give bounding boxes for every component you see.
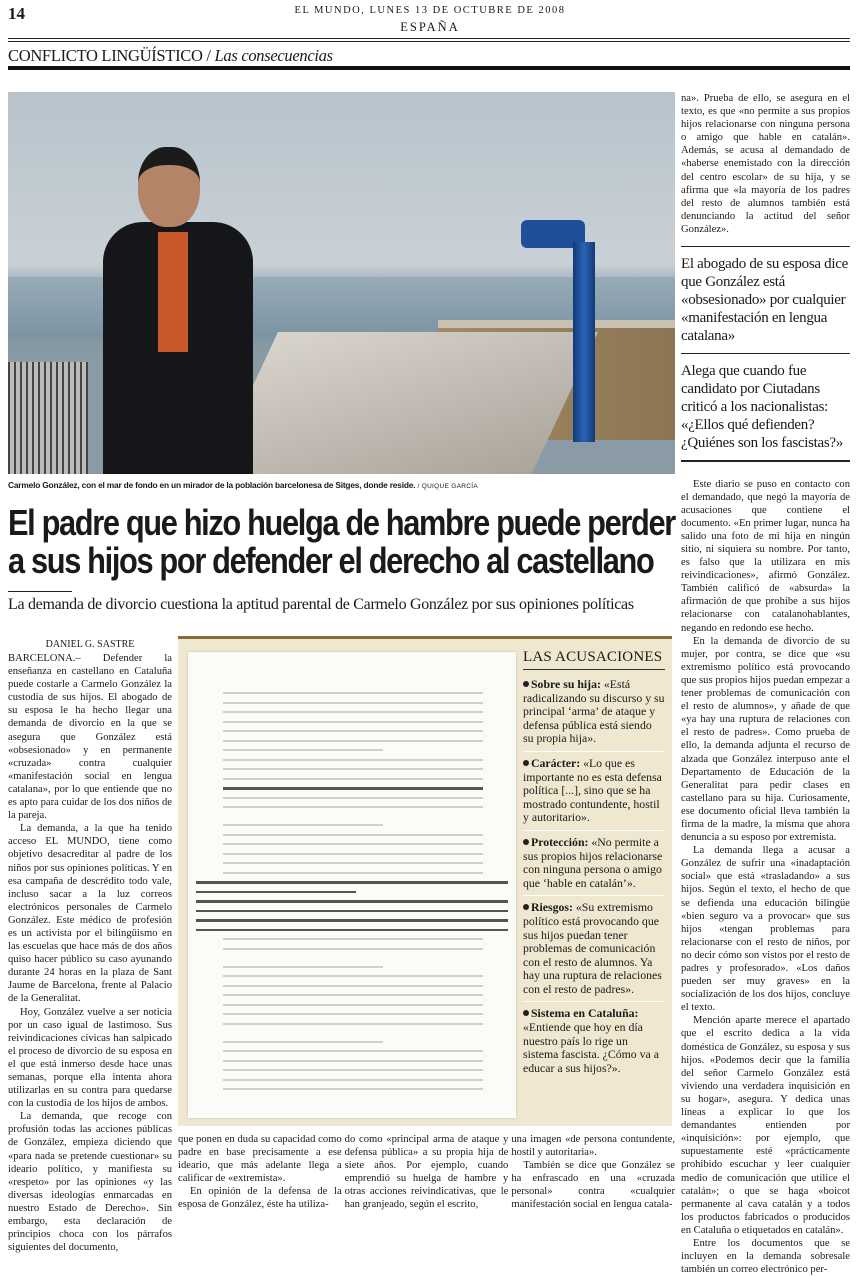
document-text-line <box>223 948 483 950</box>
bullet-icon <box>523 839 529 845</box>
paragraph: una imagen «de persona contundente, hostil y autoritaria». <box>511 1134 676 1159</box>
paragraph: La demanda, que recoge con profusión todas las acciones públicas de González, empieza diciendo que «para nada se pretende cuestionar» su ideario político, y manifiesta su «respeto» por las opiniones «y las diversas ideologías enmarcadas en nuestro Estado de Derecho». Sin embargo, esta declaración de principios choca con los párrafos siguientes del documento, <box>8 1111 172 1254</box>
middle-columns <box>178 1133 675 1212</box>
document-text-line <box>223 749 383 751</box>
bullet-icon <box>523 681 529 687</box>
telescope-post <box>573 242 595 442</box>
accusation-label: Sistema en Cataluña: <box>531 1006 639 1021</box>
stone-railing <box>208 332 598 474</box>
document-text-line <box>223 787 483 790</box>
accusation-text: «No permite a sus propios hijos relacionarse con ninguna persona o amigo que ‘hable en catalán’». <box>523 834 663 890</box>
document-text-line <box>223 872 483 874</box>
document-text-line <box>223 1060 483 1062</box>
paragraph: Entre los documentos que se incluyen en la demanda sobresale también un correo electrónico per- <box>681 1237 850 1276</box>
document-text-line <box>223 1041 383 1043</box>
caption-text: Carmelo González, con el mar de fondo en un mirador de la población barcelonesa de Sitges, donde reside. <box>8 480 416 490</box>
document-text-line <box>223 702 483 704</box>
kicker: CONFLICTO LINGÜÍSTICO / Las consecuencias <box>8 46 333 65</box>
accusation-text: «Su extremismo político está provocando que sus hijos puedan tener problemas de comunicación con el resto de alumnos. Ya hay una ruptura de relaciones con el resto de padres». <box>523 900 662 996</box>
article-column-1 <box>8 652 172 1254</box>
accusation-item <box>523 836 665 896</box>
document-text-line <box>223 797 483 799</box>
document-text-line <box>196 881 508 884</box>
accusation-item <box>523 757 665 831</box>
document-text-line <box>223 966 383 968</box>
paragraph: En la demanda de divorcio de su mujer, por contra, se dice que «su extremismo político está provocando que sus propios hijos puedan empezar a tener problemas de comunicación con el resto de alumnos», y añade de que «ya hay una ruptura de relaciones con el resto de padres». Como prueba de ello, la demanda adjunta el recurso de alzada que González interpuso ante el Departamento de Educación de la Generalitat para pedir clases en castellano para su hija. Curiosamente, ese documento oficial lleva también la firma de la madre, la misma que ahora denuncia a su esposo por extremista. <box>681 635 850 844</box>
paragraph: La demanda llega a acusar a González de sufrir una «inadaptación social» que está «trasladando» a sus hijos. Según el texto, el hecho de que se defienda una educación bilingüe «bien seguro va a provocar» que sus hijos «tengan problemas para relacionarse con el resto de niños, por no decir cómo son vistos por el resto de padres y profesorado». «Los daños pueden ser muy graves» en la socialización de los dos hijos, concluye el texto. <box>681 845 850 1014</box>
document-text-line <box>223 1069 483 1071</box>
paragraph: BARCELONA.– Defender la enseñanza en castellano en Cataluña puede costarle a Carmelo González la custodia de sus hijos. El abogado de su esposa le ha hecho llegar una demanda de divorcio en la que se asegura que González está «obsesionado» y en permanente «cruzada» contra cualquier «manifestación social en lengua catalana», por lo que entiende que no es apto para cuidar de los dos niños de la pareja. <box>8 653 172 822</box>
accusation-text: «Lo que es importante no es esta defensa política [...], sino que se ha mostrado contundente, hostil y autoritario». <box>523 755 662 825</box>
header-double-rule <box>8 38 850 42</box>
section-title: ESPAÑA <box>400 20 460 34</box>
right-column <box>681 92 850 1276</box>
paragraph: En opinión de la defensa de la esposa de González, éste ha utiliza- <box>178 1186 342 1211</box>
document-text-line <box>223 985 483 987</box>
photo-credit: / QUIQUE GARCÍA <box>417 483 478 490</box>
document-text-line <box>223 862 483 864</box>
subhead-rule <box>8 591 72 592</box>
paragraph: do como «principal arma de ataque y defensa pública» a su propia hija de siete años. Por ejemplo, cuando emprendió su huelga de hambre y otras acciones reivindicativas, que le han granjeado, según el escrito, <box>344 1134 509 1211</box>
paragraph: que ponen en duda su capacidad como padre en base precisamente a ese ideario, que más adelante llega a calificar de «extremista». <box>178 1134 342 1185</box>
document-text-line <box>196 919 508 922</box>
document-text-line <box>223 994 483 996</box>
document-text-line <box>223 1050 483 1052</box>
headline-line-2: a sus hijos por defender el derecho al castellano <box>8 540 654 581</box>
headline-line-1: El padre que hizo huelga de hambre puede perder <box>8 502 675 543</box>
document-text-line <box>196 891 356 894</box>
document-text-line <box>223 740 483 742</box>
bullet-icon <box>523 1010 529 1016</box>
document-text-line <box>223 824 383 826</box>
paragraph: Hoy, González vuelve a ser noticia por un caso igual de lastimoso. Sus reivindicaciones cívicas han salpicado el proceso de divorcio de su esposa en el que está inmerso desde hace unas semanas, porque ella intenta ahora utilizarlas en su contra para quedarse con la custodia de los hijos de ambos. <box>8 1006 172 1110</box>
document-text-line <box>196 900 508 903</box>
man-head <box>138 147 200 227</box>
accusation-label: Carácter: <box>531 755 581 770</box>
article-column-4 <box>511 1133 675 1212</box>
byline: DANIEL G. SASTRE <box>45 639 135 650</box>
section-rule <box>8 66 850 70</box>
article-column-5-top <box>681 92 850 236</box>
document-text-line <box>223 692 483 694</box>
kicker-topic: CONFLICTO LINGÜÍSTICO <box>8 46 203 65</box>
document-facsimile <box>188 652 516 1118</box>
document-text-line <box>223 778 483 780</box>
document-text-line <box>223 1023 483 1025</box>
accusation-text: «Entiende que hoy en día nuestro país lo rige un sistema fascista. ¿Cómo va a educar a sus hijos?». <box>523 1020 659 1075</box>
accusations-panel <box>523 649 665 1118</box>
bullet-icon <box>523 904 529 910</box>
document-text-line <box>223 721 483 723</box>
accusation-text: «Está radicalizando su discurso y su principal ‘arma’ de ataque y defensa pública está siendo su propia hija». <box>523 677 665 746</box>
pull-quote: Alega que cuando fue candidato por Ciutadans criticó a los nacionalistas: «¿Ellos qué defienden? ¿Quiénes son los fascistas?» <box>681 353 850 460</box>
middle-section <box>178 636 675 1212</box>
document-text-line <box>223 806 483 808</box>
document-text-line <box>223 768 483 770</box>
document-text-line <box>196 910 508 913</box>
photo-caption <box>8 480 478 490</box>
headline <box>8 504 675 580</box>
man-shirt <box>158 232 188 352</box>
railing <box>8 362 88 474</box>
document-text-line <box>223 834 483 836</box>
page-number: 14 <box>8 4 25 23</box>
main-photo <box>8 92 675 474</box>
kicker-subtopic: Las consecuencias <box>214 46 333 65</box>
article-column-3 <box>345 1133 509 1212</box>
document-text-line <box>223 1004 483 1006</box>
accusation-item <box>523 901 665 1002</box>
pull-quote-rule <box>681 460 850 462</box>
document-text-line <box>223 975 483 977</box>
document-text-line <box>223 1013 483 1015</box>
paragraph: También se dice que González se ha enfrascado en una «cruzada personal» contra «cualquier manifestación social en lengua catala- <box>511 1160 676 1211</box>
bullet-icon <box>523 760 529 766</box>
article-column-2 <box>178 1133 342 1212</box>
document-text-line <box>223 759 483 761</box>
document-text-line <box>223 853 483 855</box>
document-text-line <box>223 1079 483 1081</box>
subheadline: La demanda de divorcio cuestiona la aptitud parental de Carmelo González por sus opiniones políticas <box>8 596 634 613</box>
accusation-label: Sobre su hija: <box>531 677 601 691</box>
accusations-title: LAS ACUSACIONES <box>523 649 665 670</box>
document-text-line <box>223 938 483 940</box>
dateline: EL MUNDO, LUNES 13 DE OCTUBRE DE 2008 <box>294 5 566 16</box>
document-text-line <box>223 1088 483 1090</box>
sidebar-box <box>178 636 672 1126</box>
accusation-item <box>523 678 665 752</box>
accusation-label: Riesgos: <box>531 900 573 915</box>
paragraph: Este diario se puso en contacto con el demandado, que negó la mayoría de acusaciones que contiene el documento. «En primer lugar, nunca ha salido una foto de mi hija en ningún sitio, ni siquiera su nombre. Por tanto, es falso que la utilizara en mis reivindicaciones», afirmó González. También calificó de «absurda» la afirmación de que prohíbe a sus hijos relacionarse con catalanohablantes, negando en redondo ese hecho. <box>681 478 850 634</box>
accusation-label: Protección: <box>531 834 589 849</box>
document-text-line <box>223 711 483 713</box>
paragraph: na». Prueba de ello, se asegura en el texto, es que «no permite a sus propios hijos relacionarse con ninguna persona o amigo que hable en catalán». Además, se acusa al demandado de «haberse enemistado con la dirección del centro escolar» de su hija, y se afirma que «la mayoría de los padres del resto de alumnos también está denunciando la actitud del señor González». <box>681 93 850 235</box>
document-text-line <box>223 843 483 845</box>
pull-quote: El abogado de su esposa dice que González está «obsesionado» por cualquier «manifestación en lengua catalana» <box>681 246 850 353</box>
article-column-5 <box>681 478 850 1276</box>
document-text-line <box>223 730 483 732</box>
paragraph: La demanda, a la que ha tenido acceso EL MUNDO, tiene como objetivo desacreditar al padre de los niños por sus opiniones políticas. Y en esa campaña de descrédito todo vale, incluso sacar a la luz correos electrónicos personales de Carmelo González. Este médico de profesión es un activista por el bilingüismo en las escuelas que hace más de dos años quiso hacer público su caso ayunando durante 24 horas en la plaza de Sant Jaume de Barcelona, frente al Palacio de la Generalitat. <box>8 823 172 1005</box>
paragraph: Mención aparte merece el apartado que el escrito dedica a la vida doméstica de González, su esposa y sus hijos. «Podemos decir que la familia del señor Carmelo González está viviendo una verdadera inquisición en su hogar», asegura. Y dedica unas líneas a explicar lo que los demandantes entienden por «inquisición»: por ejemplo, que supuestamente esté «prácticamente prohibido escuchar y leer cualquier medio de comunicación que utilice el catalán»; o que se haga «boicot permanente al cava catalán y a todos los productos fabricados o producidos en Cataluña o etiquetados en catalán». <box>681 1015 850 1236</box>
accusation-item <box>523 1007 665 1080</box>
document-text-line <box>196 929 508 932</box>
